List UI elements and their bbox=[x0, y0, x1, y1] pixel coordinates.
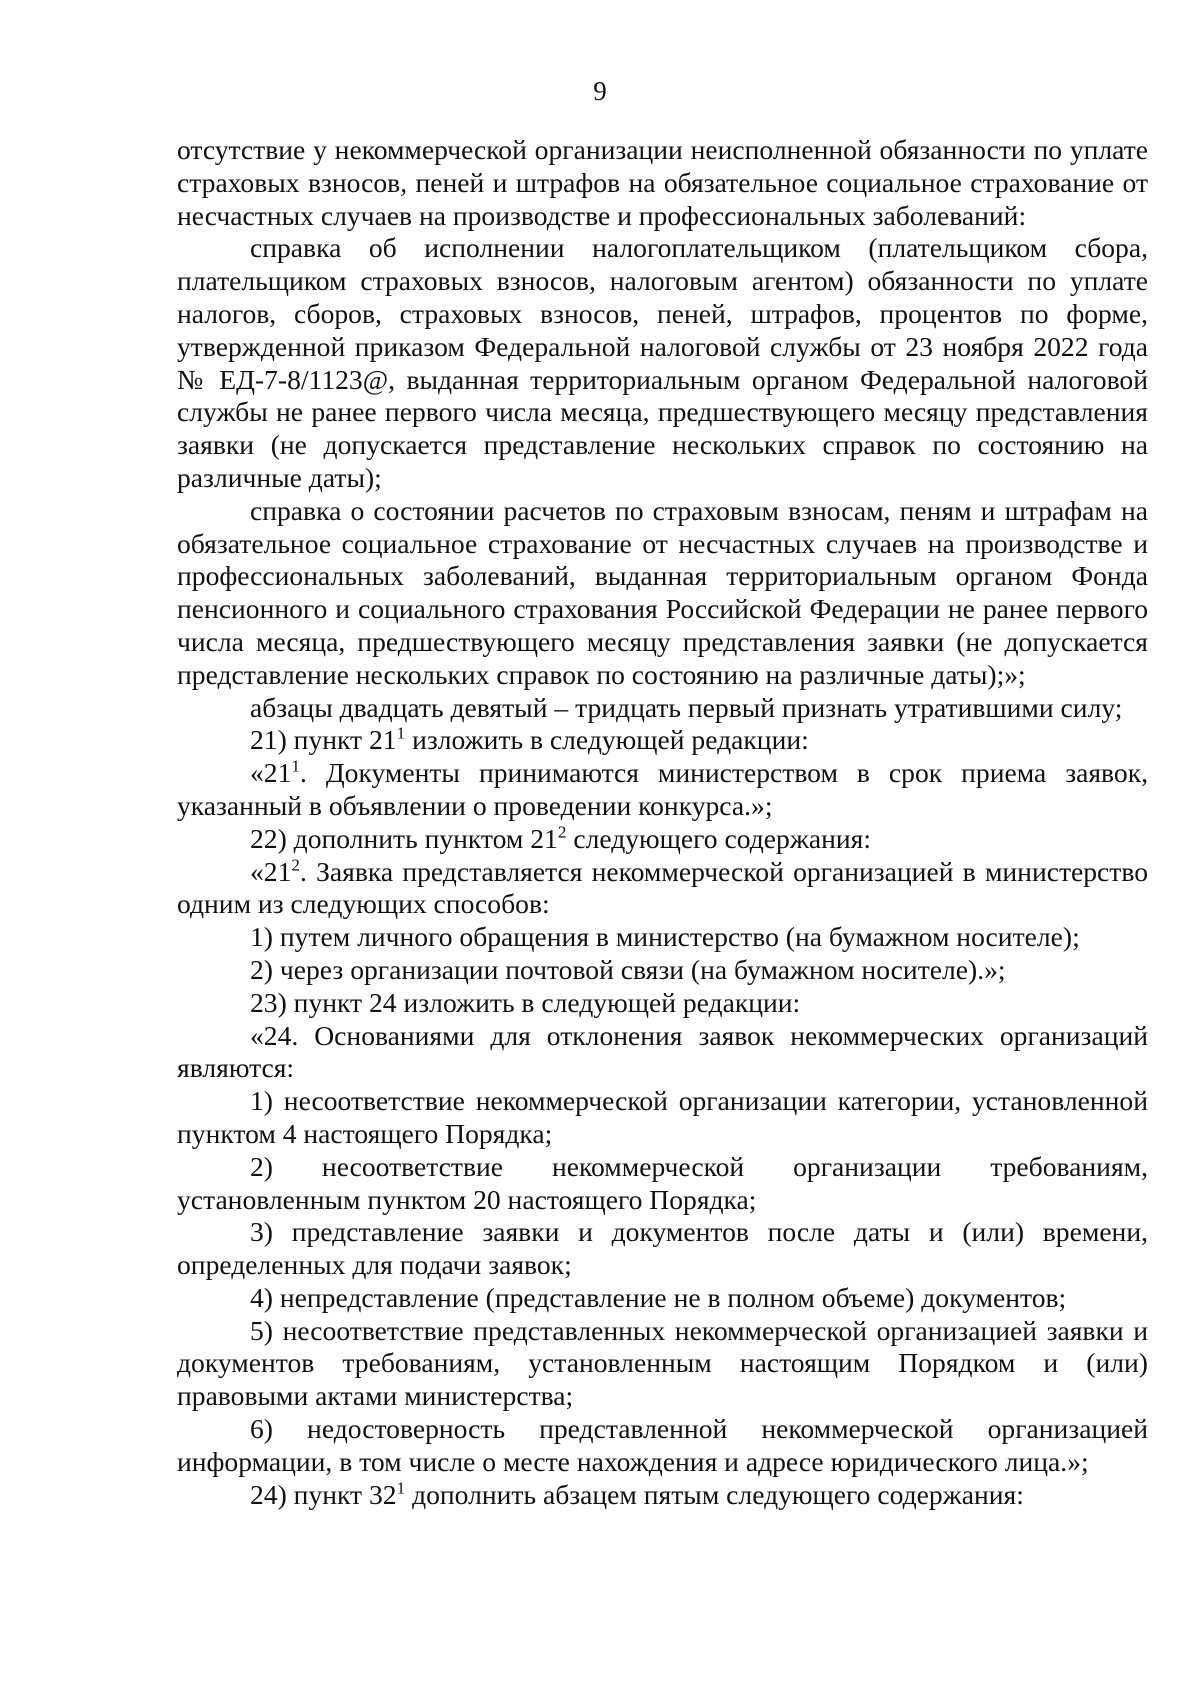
paragraph-text: следующего содержания: bbox=[566, 822, 872, 854]
paragraph: 23) пункт 24 изложить в следующей редакции: bbox=[250, 986, 801, 1018]
paragraph: отсутствие у некоммерческой организации неисполненной обязанности по уплате страховых взносов, пеней и штрафов на обязательное социальное страхование от несчастных случаев на производстве и профессиональных заболеваний: bbox=[177, 134, 1148, 231]
paragraph: 2) несоответствие некоммерческой организации требованиям, установленным пунктом 20 настоящего Порядка; bbox=[177, 1150, 1148, 1215]
superscript-index: 1 bbox=[291, 756, 300, 776]
paragraph: абзацы двадцать девятый – тридцать первый признать утратившими силу; bbox=[250, 691, 1123, 723]
paragraph bbox=[177, 724, 1148, 757]
paragraph-text: 21) пункт 21 bbox=[250, 724, 397, 756]
paragraph-text: . Заявка представляется некоммерческой организацией в министерство одним из следующих способов: bbox=[177, 855, 1148, 920]
paragraph bbox=[177, 823, 1148, 856]
paragraph: 2) через организации почтовой связи (на бумажном носителе).»; bbox=[250, 953, 1006, 985]
paragraph-text: дополнить абзацем пятым следующего содержания: bbox=[405, 1478, 1024, 1510]
superscript-index: 1 bbox=[396, 723, 406, 743]
paragraph: 6) недостоверность представленной некоммерческой организацией информации, в том числе о месте нахождения и адресе юридического лица.»; bbox=[177, 1413, 1148, 1477]
paragraph-text: . Документы принимаются министерством в срок приема заявок, указанный в объявлении о проведении конкурса.»; bbox=[177, 757, 1148, 821]
superscript-index: 2 bbox=[557, 822, 567, 842]
document-body bbox=[177, 134, 1148, 1511]
superscript-index: 1 bbox=[396, 1478, 406, 1498]
paragraph: 1) несоответствие некоммерческой организации категории, установленной пунктом 4 настоящего Порядка; bbox=[177, 1085, 1148, 1149]
paragraph: «24. Основаниями для отклонения заявок некоммерческих организаций являются: bbox=[177, 1019, 1148, 1084]
paragraph-text: «21 bbox=[250, 757, 292, 789]
paragraph-text: 22) дополнить пунктом 21 bbox=[250, 822, 558, 854]
paragraph bbox=[177, 757, 1148, 823]
paragraph-text: изложить в следующей редакции: bbox=[405, 724, 809, 756]
paragraph: 5) несоответствие представленных некоммерческой организацией заявки и документов требованиям, установленным настоящим Порядком и (или) правовыми актами министерства; bbox=[177, 1314, 1148, 1412]
paragraph: 1) путем личного обращения в министерство (на бумажном носителе); bbox=[250, 921, 1080, 953]
paragraph: справка об исполнении налогоплательщиком (плательщиком сбора, плательщиком страховых взносов, налоговым агентом) обязанности по уплате налогов, сборов, страховых взносов, пеней, штрафов, процентов по форме, утвержденной приказом Федеральной налоговой службы от 23 ноября 2022 года № ЕД-7-8/1123@, выданная территориальным органом Федеральной налоговой службы не ранее первого числа месяца, предшествующего месяцу представления заявки (не допускается представление нескольких справок по состоянию на различные даты); bbox=[177, 232, 1148, 493]
page-number: 9 bbox=[593, 76, 607, 106]
superscript-index: 2 bbox=[291, 854, 300, 874]
paragraph bbox=[177, 856, 1148, 922]
paragraph bbox=[177, 1479, 1148, 1512]
paragraph: 4) непредставление (представление не в полном объеме) документов; bbox=[250, 1281, 1067, 1313]
paragraph-text: «21 bbox=[250, 855, 292, 887]
paragraph-text: 24) пункт 32 bbox=[250, 1478, 397, 1510]
paragraph: справка о состоянии расчетов по страховым взносам, пеням и штрафам на обязательное социальное страхование от несчастных случаев на производстве и профессиональных заболеваний, выданная территориальным органом Фонда пенсионного и социального страхования Российской Федерации не ранее первого числа месяца, предшествующего месяцу представления заявки (не допускается представление нескольких справок по состоянию на различные даты);»; bbox=[177, 494, 1148, 690]
paragraph: 3) представление заявки и документов после даты и (или) времени, определенных для подачи заявок; bbox=[177, 1216, 1148, 1281]
